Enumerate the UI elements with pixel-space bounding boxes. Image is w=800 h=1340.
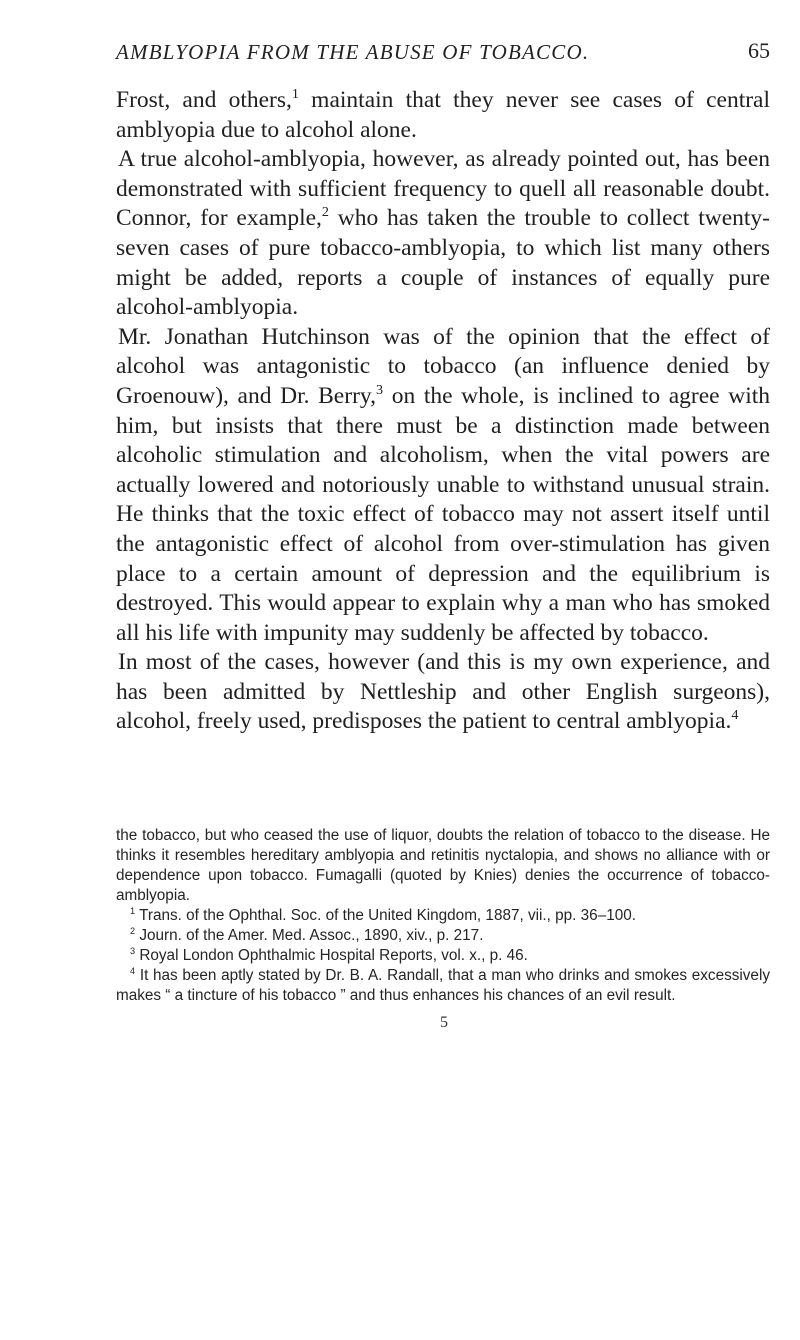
footnote-ref-4: 4 [731,707,739,724]
paragraph-4-text-a: In most of the cases, however (and this is my own experience, and has been admitted by Nettleship and other English surgeons), alcohol, freely used, predisposes the patient to central amblyopia. [116,649,770,735]
footnote-3-text: Royal London Ophthalmic Hospital Reports, vol. x., p. 46. [135,947,528,964]
paragraph-2-text-a: A true alcohol-amblyopia, however, as already pointed out, has been demonstrated with sufficient frequency to quell all reasonable doubt. Connor, for example, [116,146,770,232]
footnote-2-mark: 2 [130,925,136,936]
paragraph-2-text-b: who has taken the trouble to collect twenty-seven cases of pure tobacco-amblyopia, to which list many others might be added, reports a couple of instances of equally pure alcohol-amblyopia. [116,205,771,321]
page-number: 65 [748,38,770,63]
footnote-2 [116,926,770,946]
footnote-1-mark: 1 [130,905,136,916]
footnote-ref-3: 3 [376,382,384,399]
footnote-2-text: Journ. of the Amer. Med. Assoc., 1890, xiv., p. 217. [135,927,484,944]
running-title: AMBLYOPIA FROM THE ABUSE OF TOBACCO. [116,40,590,64]
paragraph-3-text-a: Mr. Jonathan Hutchinson was of the opinion that the effect of alcohol was antagonistic to tobacco (an influence denied by Groenouw), and Dr. Berry, [116,323,770,409]
footnote-3 [116,946,770,966]
footnote-ref-2: 2 [321,204,329,221]
paragraph-3 [116,323,770,649]
footnote-4-mark: 4 [130,965,136,976]
page-header [116,40,770,70]
footnote-ref-1: 1 [291,86,299,103]
paragraph-1 [116,86,770,145]
signature-mark: 5 [440,1014,448,1031]
footnote-3-mark: 3 [130,945,136,956]
footnote-1-text: Trans. of the Ophthal. Soc. of the United Kingdom, 1887, vii., pp. 36–100. [135,907,636,924]
paragraph-1-text-b: maintain that they never see cases of central amblyopia due to alcohol alone. [116,87,771,143]
footnote-continued: the tobacco, but who ceased the use of liquor, doubts the relation of tobacco to the disease. He thinks it resembles hereditary amblyopia and retinitis nyctalopia, and shows no alliance with or dependence upon tobacco. Fumagalli (quoted by Knies) denies the occurrence of tobacco-amblyopia. [116,827,770,904]
footnote-1 [116,906,770,926]
paragraph-2 [116,145,770,323]
paragraph-3-text-b: on the whole, is inclined to agree with him, but insists that there must be a distinction made between alcoholic stimulation and alcoholism, when the vital powers are actually lowered and notoriously unable to withstand unusual strain. He thinks that the toxic effect of tobacco may not assert itself until the antagonistic effect of alcohol from over-stimulation has given place to a certain amount of depression and the equilibrium is destroyed. This would appear to explain why a man who has smoked all his life with impunity may suddenly be affected by tobacco. [116,382,771,646]
footnotes [116,826,770,1006]
footnote-4-text: It has been aptly stated by Dr. B. A. Randall, that a man who drinks and smokes excessively makes “ a tincture of his tobacco ” and thus enhances his chances of an evil result. [116,967,770,1004]
footnote-4 [116,966,770,1006]
paragraph-4 [116,648,770,737]
main-text [116,86,770,737]
paragraph-1-text-a: Frost, and others, [116,87,292,113]
